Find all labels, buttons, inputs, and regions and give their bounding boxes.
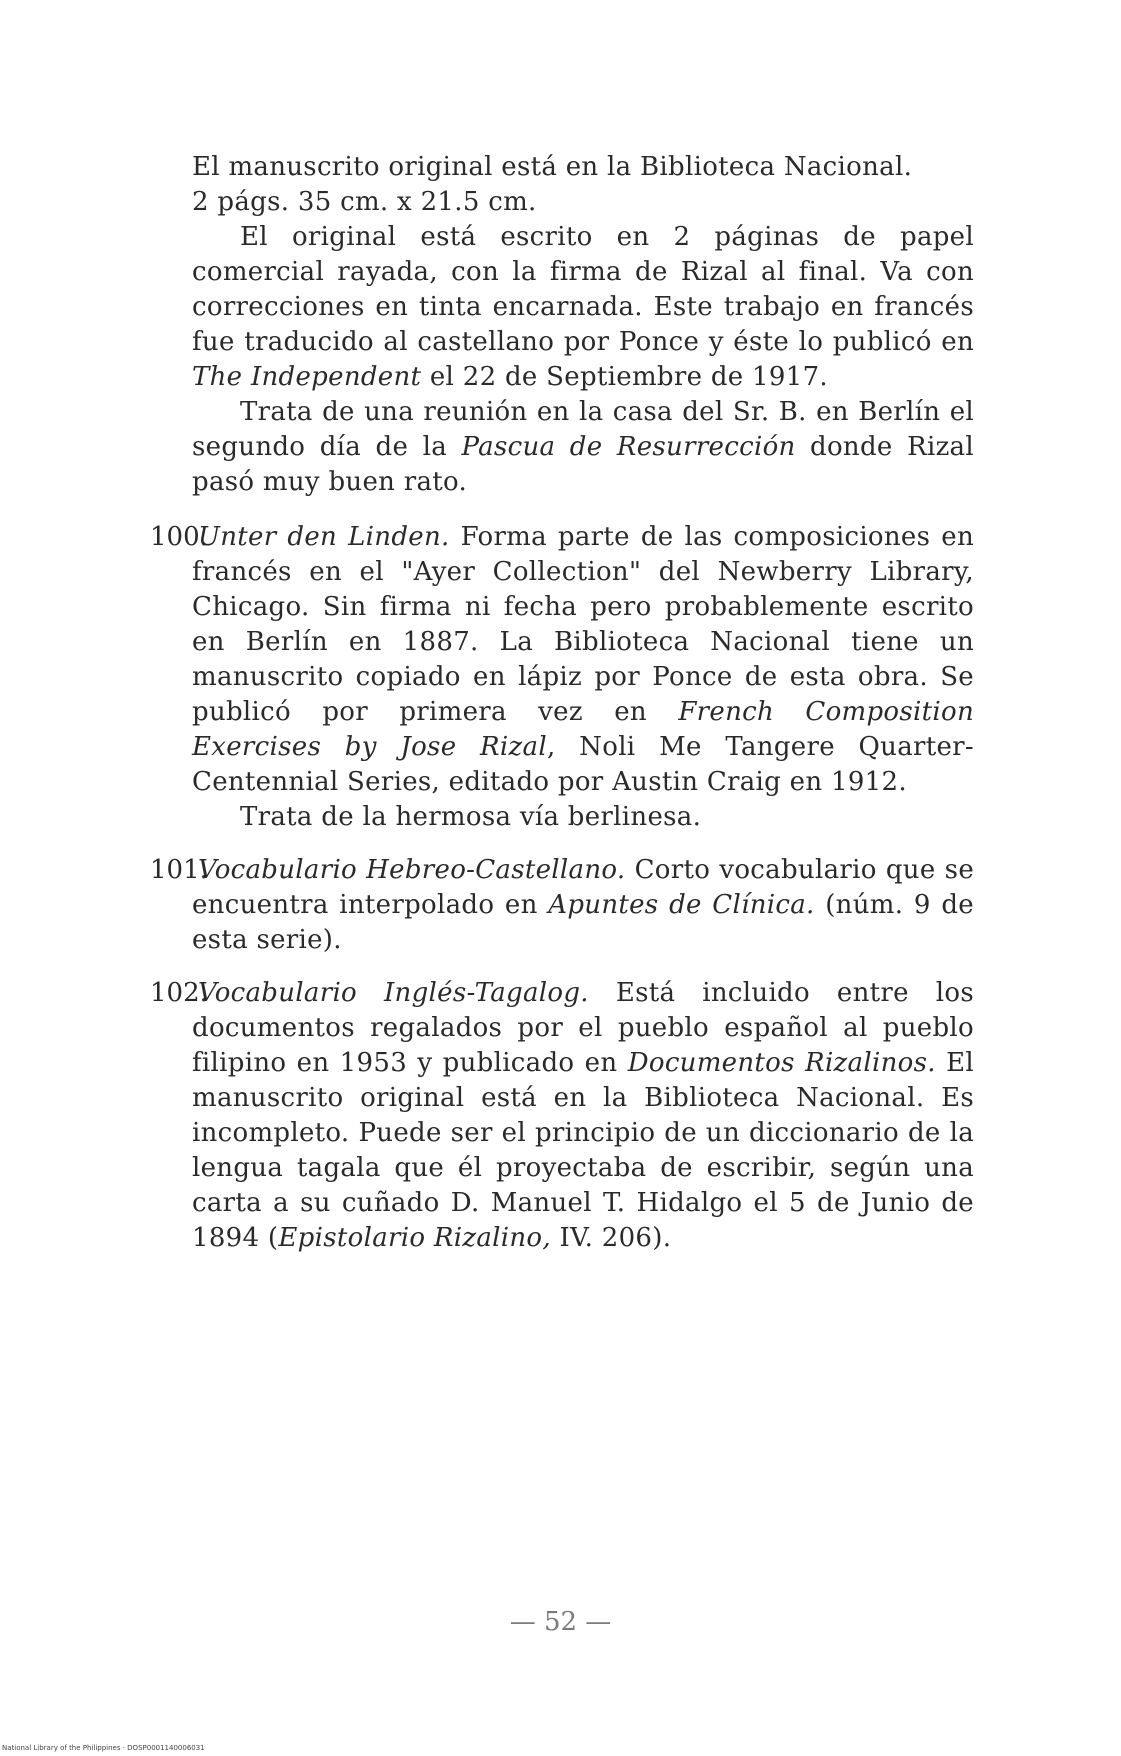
entry-title: Vocabulario Hebreo-Castellano. [198, 855, 626, 885]
entry-number: 100. [150, 522, 208, 552]
intro-line-1: El manuscrito original está en la Biblioteca Nacional. [192, 152, 913, 182]
entry-title: Vocabulario Inglés-Tagalog. [198, 978, 589, 1008]
entry-text: Vocabulario Inglés-Tagalog. Está incluido entre los documentos regalados por el pueblo español al pueblo filipino en 1953 y publicado en Documentos Rizalinos. El manuscrito original está en la Biblioteca Nacional. Es incompleto. Puede ser el principio de un diccionario de la lengua tagala que él proyectaba de escribir, según una carta a su cuñado D. Manuel T. Hidalgo el 5 de Junio de 1894 (Epistolario Rizalino, IV. 206). [192, 978, 974, 1253]
publication-title: Apuntes de Clínica. [548, 890, 815, 920]
entry-number: 101. [150, 855, 208, 885]
scan-footer: National Library of the Philippines · DOSP0001140006031 [2, 1744, 205, 1752]
intro-paragraph-original: El original está escrito en 2 páginas de papel comercial rayada, con la firma de Rizal al final. Va con correcciones en tinta encarnada. Este trabajo en francés fue traducido al castellano por Ponce y éste lo publicó en The Independent el 22 de Septiembre de 1917. [192, 222, 974, 392]
entry-101 [150, 853, 975, 958]
page-number: — 52 — [509, 1607, 612, 1637]
publication-title: French Composition Exercises by Jose Rizal [192, 697, 975, 762]
publication-title: Epistolario Rizalino, [278, 1223, 551, 1253]
entry-title: Unter den Linden. [198, 522, 450, 552]
publication-title: The Independent [192, 362, 422, 392]
publication-title: Documentos Rizalinos. [627, 1048, 936, 1078]
entry-text: Vocabulario Hebreo-Castellano. Corto vocabulario que se encuentra interpolado en Apuntes de Clínica. (núm. 9 de esta serie). [192, 855, 975, 955]
entry-100 [150, 520, 975, 835]
page-body [150, 150, 975, 1256]
holiday-name: Pascua de Resurrección [461, 432, 796, 462]
intro-paragraph-topic: Trata de una reunión en la casa del Sr. B. en Berlín el segundo día de la Pascua de Resurrección donde Rizal pasó muy buen rato. [192, 397, 974, 497]
entry-number: 102. [150, 978, 208, 1008]
entry-note: Trata de la hermosa vía berlinesa. [240, 802, 702, 832]
intro-line-2: 2 págs. 35 cm. x 21.5 cm. [192, 187, 537, 217]
entry-102 [150, 976, 974, 1256]
entry-text: Unter den Linden. Forma parte de las composiciones en francés en el "Ayer Collection" del Newberry Library, Chicago. Sin firma ni fecha pero probablemente escrito en Berlín en 1887. La Biblioteca Nacional tiene un manuscrito copiado en lápiz por Ponce de esta obra. Se publicó por primera vez en French Composition Exercises by Jose Rizal, Noli Me Tangere Quarter-Centennial Series, editado por Austin Craig en 1912. [192, 522, 975, 797]
